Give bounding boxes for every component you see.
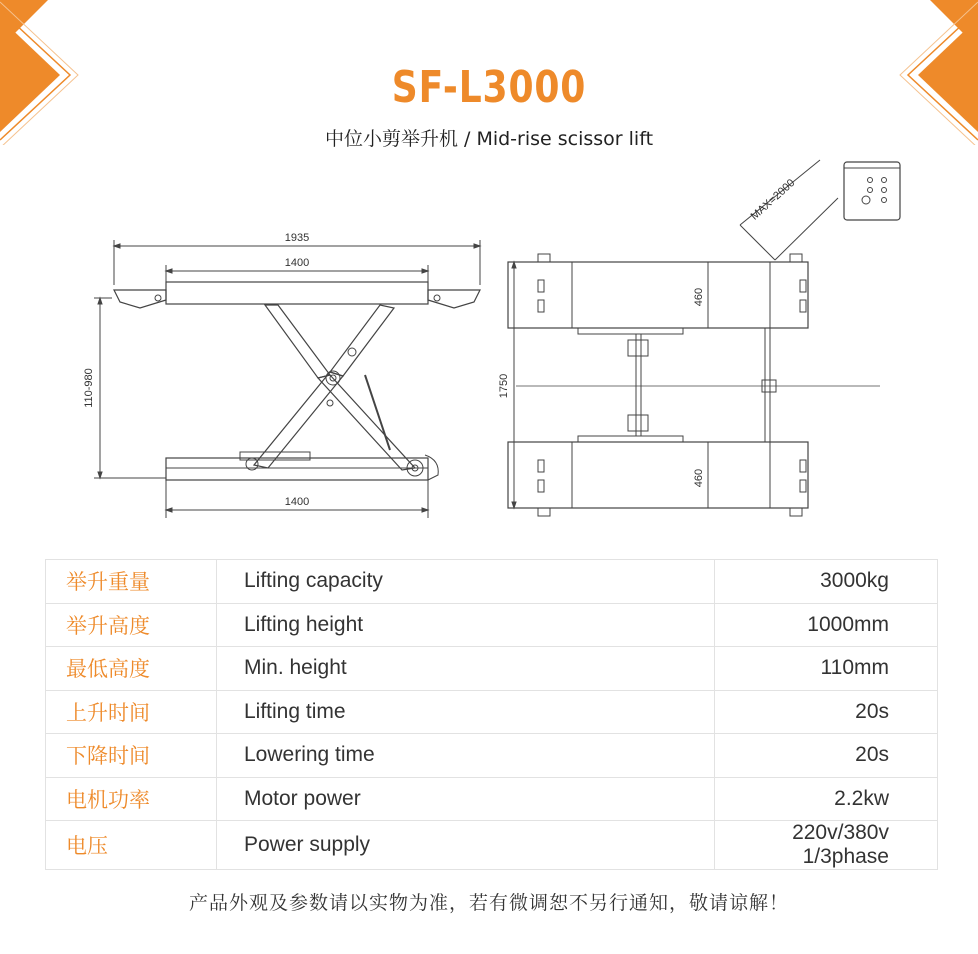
spec-label-cn: 下降时间 bbox=[46, 734, 217, 778]
table-row bbox=[46, 560, 938, 604]
spec-label-en: Lifting height bbox=[217, 603, 715, 647]
table-row bbox=[46, 734, 938, 778]
spec-label-cn: 举升高度 bbox=[46, 603, 217, 647]
product-title: SF-L3000 bbox=[391, 62, 587, 113]
dim-base-label: 1400 bbox=[284, 496, 310, 508]
disclaimer-footer: 产品外观及参数请以实物为准，若有微调恕不另行通知，敬请谅解！ bbox=[188, 892, 789, 914]
spec-value: 20s bbox=[715, 734, 938, 778]
spec-value: 2.2kw bbox=[715, 777, 938, 821]
spec-table bbox=[45, 559, 938, 870]
spec-label-en: Lowering time bbox=[217, 734, 715, 778]
table-row bbox=[46, 821, 938, 870]
spec-label-en: Min. height bbox=[217, 647, 715, 691]
dim-pad-top-label: 460 bbox=[693, 287, 705, 307]
table-row bbox=[46, 777, 938, 821]
spec-value: 1000mm bbox=[715, 603, 938, 647]
spec-label-en: Motor power bbox=[217, 777, 715, 821]
dim-height-label: 110-980 bbox=[83, 368, 95, 408]
spec-value: 110mm bbox=[715, 647, 938, 691]
top-view bbox=[498, 160, 900, 516]
product-subtitle: 中位小剪举升机 / Mid-rise scissor lift bbox=[324, 128, 654, 150]
table-row bbox=[46, 647, 938, 691]
spec-value: 20s bbox=[715, 690, 938, 734]
table-row bbox=[46, 603, 938, 647]
spec-label-cn: 电机功率 bbox=[46, 777, 217, 821]
spec-label-cn: 举升重量 bbox=[46, 560, 217, 604]
dim-overall-label: 1935 bbox=[284, 232, 310, 244]
dim-platform-label: 1400 bbox=[284, 257, 310, 269]
hose-length-label: MAX=2000 bbox=[748, 176, 798, 223]
side-view bbox=[83, 232, 480, 518]
table-row bbox=[46, 690, 938, 734]
spec-label-en: Power supply bbox=[217, 821, 715, 870]
spec-label-cn: 电压 bbox=[46, 821, 217, 870]
dim-pad-bottom-label: 460 bbox=[693, 468, 705, 488]
spec-label-en: Lifting capacity bbox=[217, 560, 715, 604]
spec-value: 220v/380v 1/3phase bbox=[715, 821, 938, 870]
technical-drawing bbox=[0, 150, 978, 540]
spec-label-en: Lifting time bbox=[217, 690, 715, 734]
spec-label-cn: 最低高度 bbox=[46, 647, 217, 691]
dim-length-label: 1750 bbox=[498, 373, 510, 399]
spec-label-cn: 上升时间 bbox=[46, 690, 217, 734]
spec-value: 3000kg bbox=[715, 560, 938, 604]
